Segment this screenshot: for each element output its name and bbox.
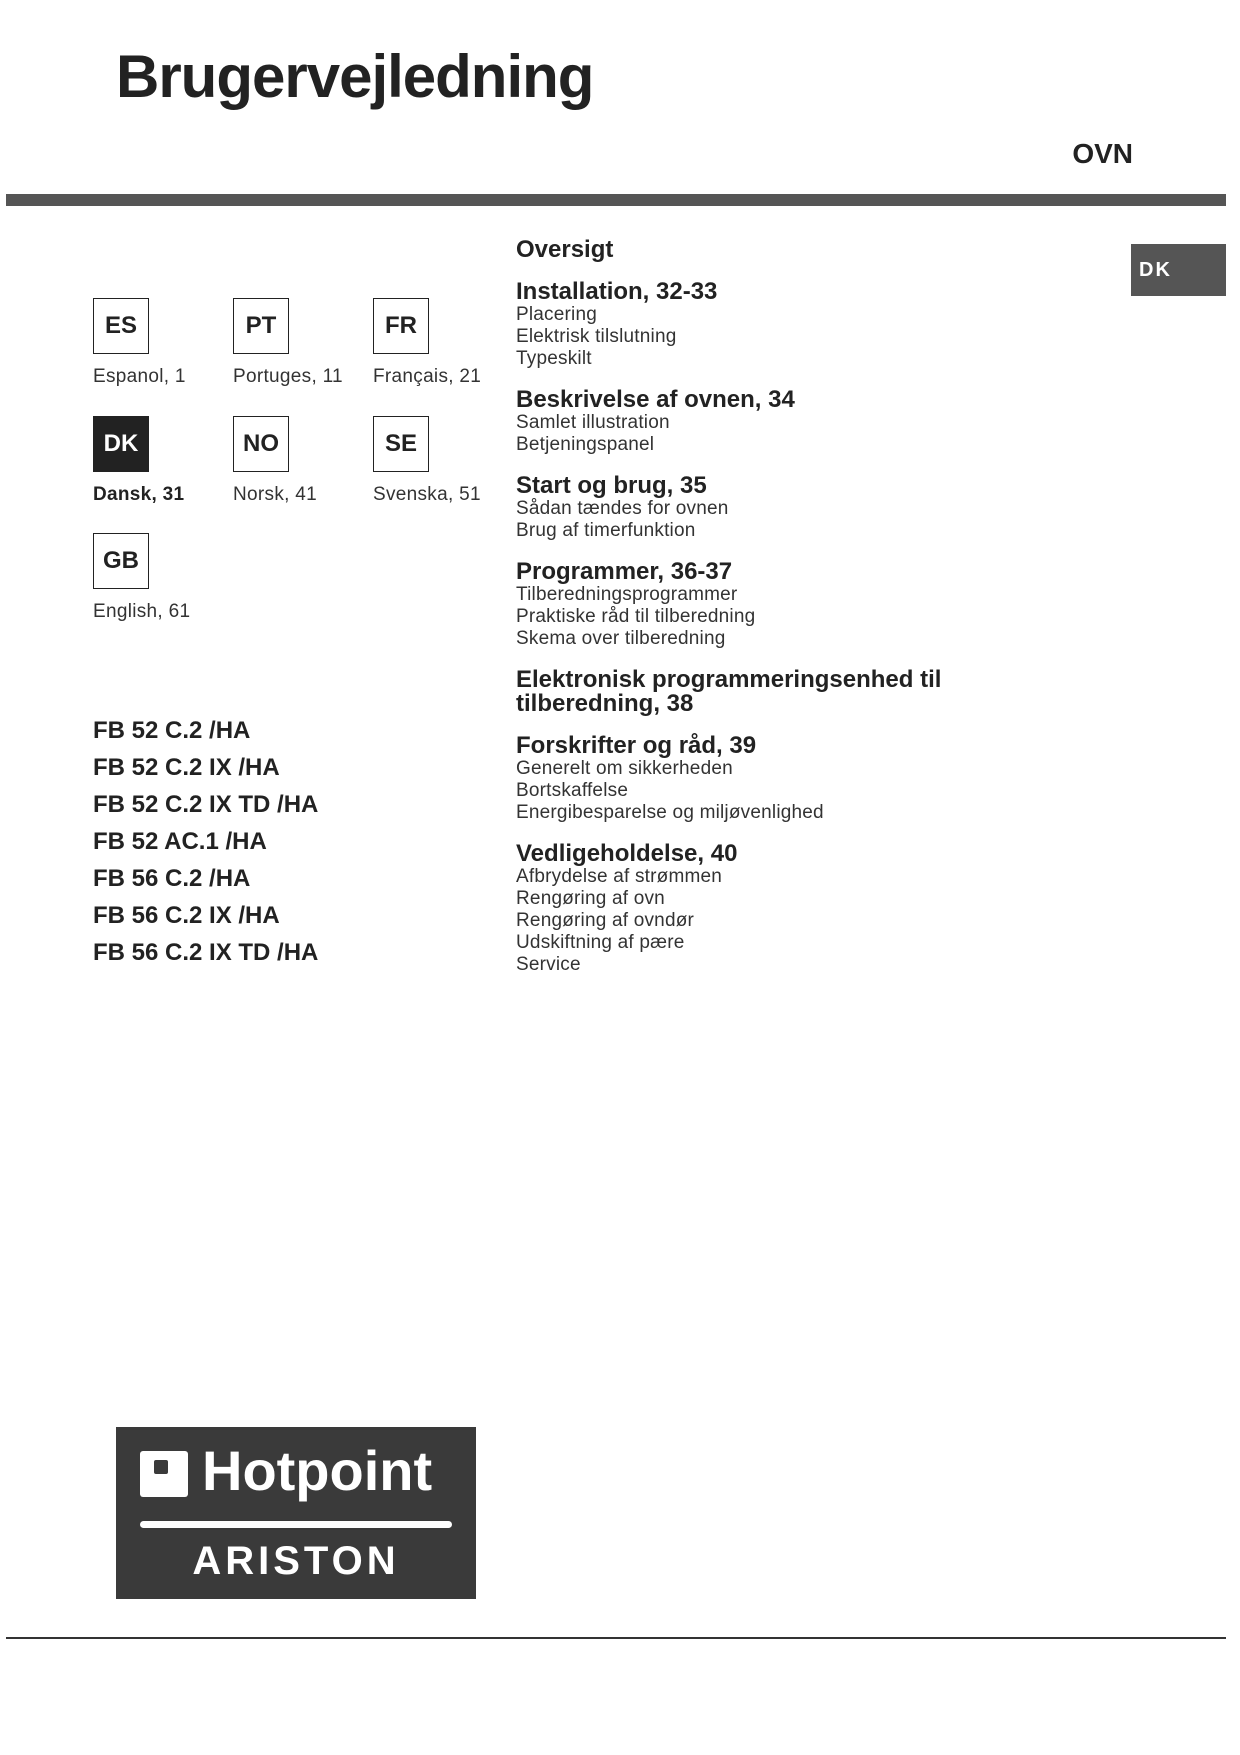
toc-section-title[interactable]: Elektronisk programmeringsenhed til tilberedning, 38 — [516, 666, 942, 717]
header-divider — [6, 194, 1226, 206]
language-code: ES — [93, 298, 149, 354]
toc-section-maintenance — [516, 842, 1116, 976]
model-list — [93, 712, 318, 971]
toc-section-title[interactable]: Vedligeholdelse, 40 — [516, 840, 738, 867]
language-label: Espanol, 1 — [93, 366, 186, 387]
toc-item: Samlet illustration — [516, 412, 670, 433]
language-label: Svenska, 51 — [373, 484, 481, 505]
toc-item: Energibesparelse og miljøvenlighed — [516, 802, 824, 823]
toc-item: Typeskilt — [516, 348, 592, 369]
language-fr[interactable] — [373, 298, 523, 388]
toc-section-title[interactable]: Installation, 32-33 — [516, 278, 718, 305]
toc-item: Udskiftning af pære — [516, 932, 685, 953]
language-label: Portuges, 11 — [233, 366, 343, 387]
toc-section-programs — [516, 560, 1116, 650]
language-label: Dansk, 31 — [93, 484, 185, 505]
logo-wordmark-hotpoint: Hotpoint — [202, 1439, 433, 1502]
toc-section-title[interactable]: Start og brug, 35 — [516, 472, 707, 499]
logo-wordmark-ariston: ARISTON — [192, 1539, 400, 1583]
language-gb[interactable] — [93, 533, 243, 623]
language-label: Norsk, 41 — [233, 484, 318, 505]
language-label: Français, 21 — [373, 366, 482, 387]
toc-item: Sådan tændes for ovnen — [516, 498, 729, 519]
toc-item: Brug af timerfunktion — [516, 520, 696, 541]
toc-item: Generelt om sikkerheden — [516, 758, 733, 779]
model-name: FB 56 C.2 /HA — [93, 865, 251, 892]
toc-item: Afbrydelse af strømmen — [516, 866, 723, 887]
language-pt[interactable] — [233, 298, 383, 388]
toc-section-installation — [516, 280, 1116, 370]
toc-item: Bortskaffelse — [516, 780, 629, 801]
model-name: FB 56 C.2 IX TD /HA — [93, 939, 319, 966]
language-code: NO — [233, 416, 289, 472]
toc-section-description — [516, 388, 1116, 456]
document-title: Brugervejledning — [116, 43, 594, 110]
language-es[interactable] — [93, 298, 243, 388]
language-code: SE — [373, 416, 429, 472]
toc-item: Tilberedningsprogrammer — [516, 584, 738, 605]
toc-item: Betjeningspanel — [516, 434, 655, 455]
table-of-contents — [516, 236, 1116, 994]
toc-section-start — [516, 474, 1116, 542]
toc-item: Skema over tilberedning — [516, 628, 726, 649]
model-name: FB 56 C.2 IX /HA — [93, 902, 280, 929]
language-code: DK — [93, 416, 149, 472]
hotpoint-ariston-logo — [116, 1427, 476, 1599]
logo-mark-icon — [140, 1451, 188, 1497]
toc-section-precautions — [516, 734, 1116, 824]
language-code: FR — [373, 298, 429, 354]
language-dk[interactable] — [93, 416, 243, 506]
language-se[interactable] — [373, 416, 523, 506]
language-tab: DK — [1131, 244, 1226, 296]
language-code: PT — [233, 298, 289, 354]
toc-section-title[interactable]: Beskrivelse af ovnen, 34 — [516, 386, 795, 413]
model-name: FB 52 C.2 /HA — [93, 717, 251, 744]
footer-divider — [6, 1637, 1226, 1639]
toc-section-title[interactable]: Forskrifter og råd, 39 — [516, 732, 757, 759]
toc-item: Rengøring af ovndør — [516, 910, 695, 931]
toc-item: Service — [516, 954, 581, 975]
toc-item: Placering — [516, 304, 598, 325]
model-name: FB 52 C.2 IX TD /HA — [93, 791, 319, 818]
model-name: FB 52 AC.1 /HA — [93, 828, 267, 855]
toc-item: Praktiske råd til tilberedning — [516, 606, 756, 627]
product-category: OVN — [1072, 138, 1133, 169]
toc-heading: Oversigt — [516, 236, 614, 263]
language-label: English, 61 — [93, 601, 191, 622]
language-no[interactable] — [233, 416, 383, 506]
toc-section-title[interactable]: Programmer, 36-37 — [516, 558, 733, 585]
toc-item: Elektrisk tilslutning — [516, 326, 677, 347]
language-code: GB — [93, 533, 149, 589]
toc-item: Rengøring af ovn — [516, 888, 665, 909]
model-name: FB 52 C.2 IX /HA — [93, 754, 280, 781]
logo-divider — [140, 1521, 452, 1528]
toc-section-electronic-programmer — [516, 668, 1116, 716]
